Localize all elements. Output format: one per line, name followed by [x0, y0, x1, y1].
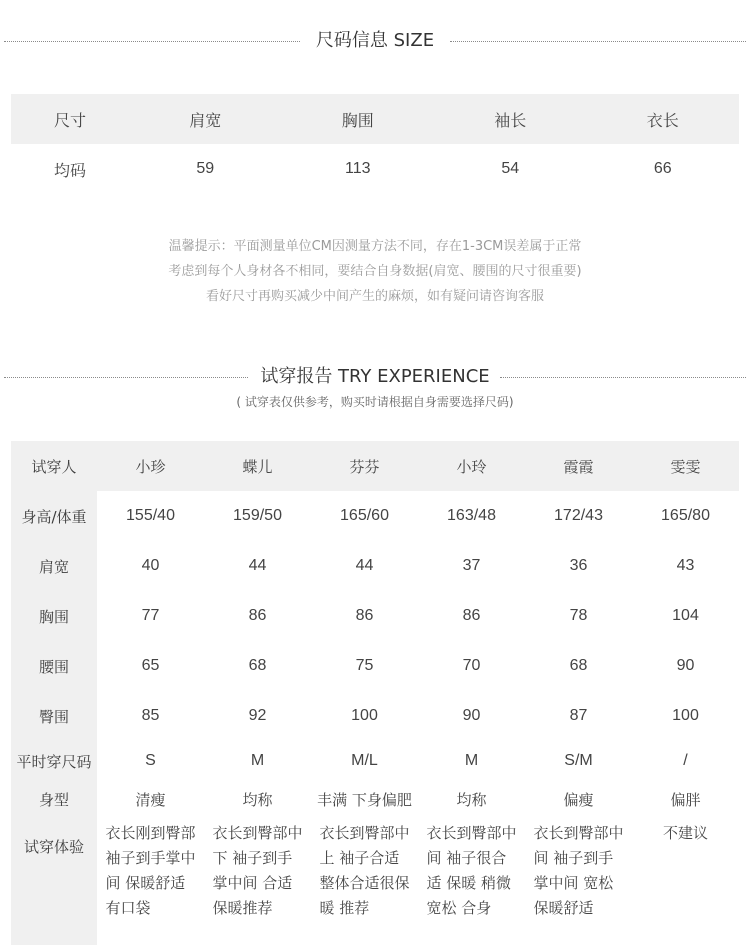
size-section-title: 尺码信息 SIZE — [306, 30, 444, 51]
shoulder-row — [11, 541, 739, 591]
table-cell: 偏瘦 — [563, 790, 594, 809]
table-cell: 86 — [355, 607, 374, 624]
person-name: 芬芬 — [311, 441, 418, 491]
notice-line: 考虑到每个人身材各不相同，要结合自身数据(肩宽、腰围的尺寸很重要) — [168, 264, 582, 279]
table-cell: 40 — [141, 557, 160, 574]
table-cell: 87 — [569, 707, 588, 724]
measurement-notice — [0, 234, 750, 309]
size-header-cell: 袖长 — [434, 94, 587, 144]
table-cell: 155/40 — [126, 507, 175, 524]
size-table — [11, 94, 739, 194]
row-label: 身高/体重 — [11, 491, 97, 541]
height-weight-row — [11, 491, 739, 541]
person-name: 小珍 — [97, 441, 204, 491]
try-section-heading — [0, 362, 750, 392]
size-header-cell: 肩宽 — [129, 94, 282, 144]
table-cell: 75 — [355, 657, 374, 674]
table-cell: S — [145, 752, 156, 769]
table-cell: 均称 — [242, 790, 273, 809]
row-label: 腰围 — [11, 641, 97, 691]
size-cell: 均码 — [53, 162, 86, 180]
table-cell: 90 — [462, 707, 481, 724]
table-cell: 100 — [672, 707, 699, 724]
size-table-row — [11, 144, 739, 194]
row-label: 试穿体验 — [11, 817, 97, 945]
table-cell: S/M — [564, 752, 593, 769]
size-table-header-row — [11, 94, 739, 144]
table-cell: 90 — [676, 657, 695, 674]
try-section-subtitle: ( 试穿表仅供参考，购买时请根据自身需要选择尺码) — [236, 395, 514, 409]
table-cell — [311, 817, 418, 945]
table-cell: 36 — [569, 557, 588, 574]
size-header-cell: 胸围 — [282, 94, 435, 144]
row-label: 臀围 — [11, 691, 97, 741]
table-cell — [418, 817, 525, 945]
experience-text: 衣长到臀部中上 袖子合适 整体合适很保暖 推荐 — [319, 824, 410, 917]
table-cell: 44 — [248, 557, 267, 574]
try-on-table — [11, 441, 739, 945]
person-name: 霞霞 — [525, 441, 632, 491]
experience-text: 不建议 — [662, 824, 708, 842]
table-cell: 163/48 — [447, 507, 496, 524]
table-cell: 68 — [569, 657, 588, 674]
table-cell: 85 — [141, 707, 160, 724]
hip-row — [11, 691, 739, 741]
person-name: 蝶儿 — [204, 441, 311, 491]
table-cell: 68 — [248, 657, 267, 674]
table-cell: 65 — [141, 657, 160, 674]
table-cell: M/L — [351, 752, 378, 769]
table-cell: 均称 — [456, 790, 487, 809]
table-cell: 92 — [248, 707, 267, 724]
row-label: 试穿人 — [11, 441, 97, 491]
size-cell: 113 — [344, 160, 371, 177]
body-type-row — [11, 781, 739, 817]
table-cell: 159/50 — [233, 507, 282, 524]
table-cell: 165/60 — [340, 507, 389, 524]
person-name: 雯雯 — [632, 441, 739, 491]
experience-text: 衣长到臀部中间 袖子很合适 保暖 稍微宽松 合身 — [426, 824, 517, 917]
table-cell: 偏胖 — [670, 790, 701, 809]
table-cell: 77 — [141, 607, 160, 624]
notice-line: 温馨提示：平面测量单位CM因测量方法不同，存在1-3CM误差属于正常 — [168, 239, 582, 254]
experience-row — [11, 817, 739, 945]
try-section-title: 试穿报告 TRY EXPERIENCE — [250, 366, 499, 387]
waist-row — [11, 641, 739, 691]
table-cell: 86 — [248, 607, 267, 624]
row-label: 胸围 — [11, 591, 97, 641]
table-cell — [632, 817, 739, 945]
usual-size-row — [11, 741, 739, 781]
row-label: 肩宽 — [11, 541, 97, 591]
experience-text: 衣长刚到臀部 袖子到手掌中间 保暖舒适 有口袋 — [105, 824, 196, 917]
row-label: 身型 — [11, 781, 97, 817]
table-cell: 165/80 — [661, 507, 710, 524]
table-cell: 104 — [672, 607, 699, 624]
table-cell — [97, 817, 204, 945]
table-cell: 43 — [676, 557, 695, 574]
table-cell: 44 — [355, 557, 374, 574]
person-name: 小玲 — [418, 441, 525, 491]
table-cell: 100 — [351, 707, 378, 724]
table-cell: 172/43 — [554, 507, 603, 524]
chest-row — [11, 591, 739, 641]
try-table-header-row — [11, 441, 739, 491]
size-header-cell: 尺寸 — [11, 94, 129, 144]
table-cell: M — [464, 752, 479, 769]
table-cell: 70 — [462, 657, 481, 674]
size-cell: 59 — [196, 160, 215, 177]
size-cell: 66 — [653, 160, 672, 177]
size-section-heading — [0, 26, 750, 56]
table-cell: 86 — [462, 607, 481, 624]
notice-line: 看好尺寸再购买减少中间产生的麻烦，如有疑问请咨询客服 — [205, 289, 544, 304]
table-cell: 78 — [569, 607, 588, 624]
size-header-cell: 衣长 — [587, 94, 740, 144]
table-cell — [204, 817, 311, 945]
table-cell: 清瘦 — [135, 790, 166, 809]
row-label: 平时穿尺码 — [11, 741, 97, 781]
table-cell — [525, 817, 632, 945]
table-cell: M — [250, 752, 265, 769]
table-cell: / — [683, 752, 688, 769]
table-cell: 丰满 下身偏肥 — [317, 790, 412, 809]
experience-text: 衣长到臀部中下 袖子到手掌中间 合适 保暖推荐 — [212, 824, 303, 917]
table-cell: 37 — [462, 557, 481, 574]
size-cell: 54 — [501, 160, 520, 177]
experience-text: 衣长到臀部中间 袖子到手掌中间 宽松 保暖舒适 — [533, 824, 624, 917]
